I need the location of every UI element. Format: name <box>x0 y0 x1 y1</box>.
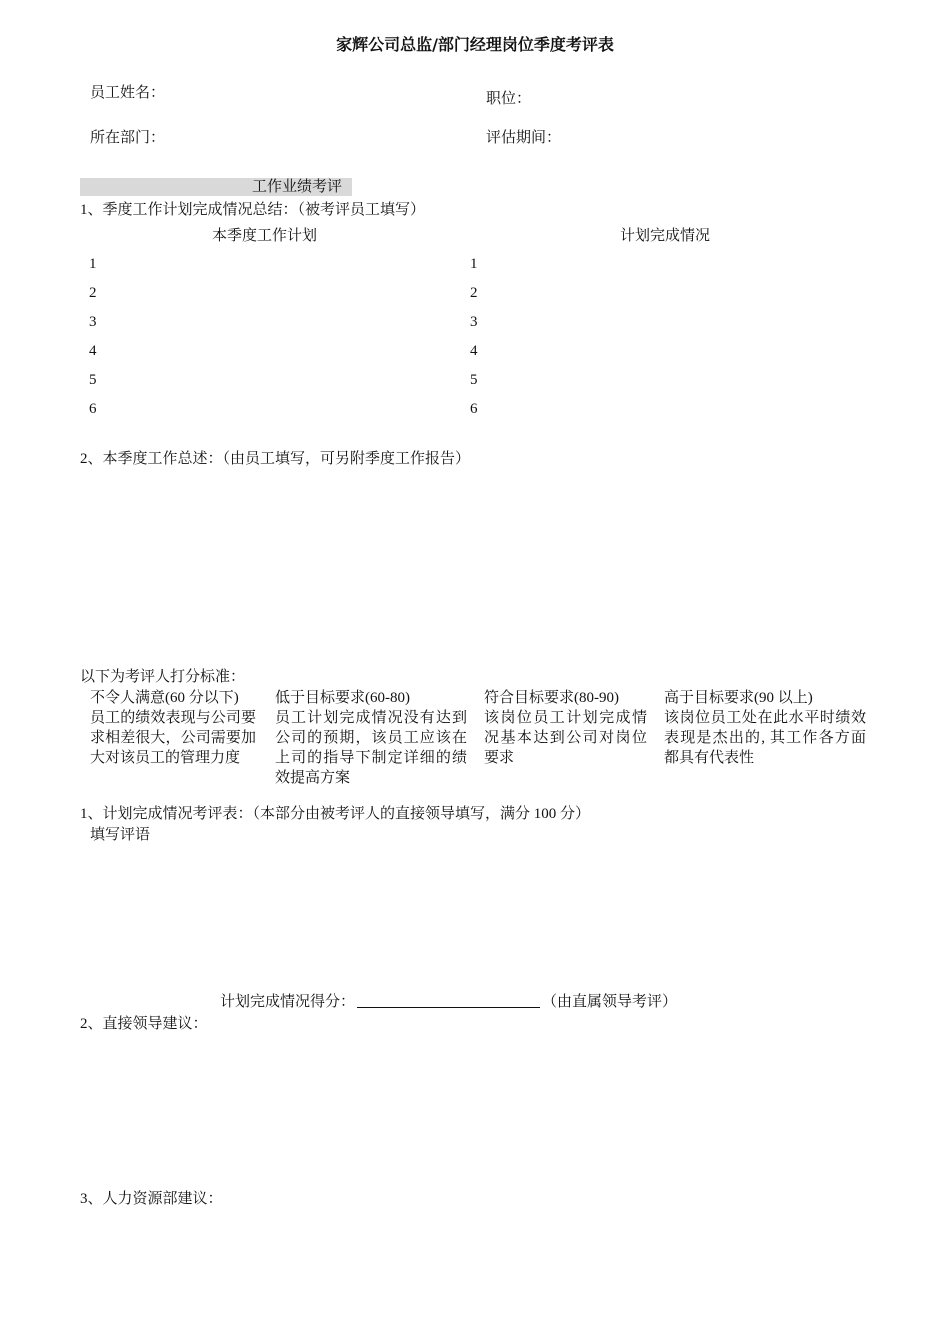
q1-title: 1、季度工作计划完成情况总结：（被考评员工填写） <box>80 202 426 218</box>
plan-row-5: 5 <box>89 372 97 388</box>
done-row-5: 5 <box>470 372 478 388</box>
page-title: 家辉公司总监/部门经理岗位季度考评表 <box>336 35 614 54</box>
leader-suggestion-title: 2、直接领导建议： <box>80 1016 208 1032</box>
standard-body: 员工计划完成情况没有达到公司的预期，该员工应该在上司的指导下制定详细的绩效提高方案 <box>275 710 467 786</box>
plan-row-6: 6 <box>89 401 97 417</box>
score-line <box>220 993 677 1011</box>
employee-name-label: 员工姓名： <box>90 85 166 101</box>
done-row-1: 1 <box>470 256 478 272</box>
col-plan-header: 本季度工作计划 <box>212 228 318 244</box>
standards-intro: 以下为考评人打分标准： <box>80 669 246 685</box>
section-header-label: 工作业绩考评 <box>252 179 343 195</box>
plan-row-4: 4 <box>89 343 97 359</box>
q2-title: 2、本季度工作总述：（由员工填写，可另附季度工作报告） <box>80 451 471 467</box>
done-row-6: 6 <box>470 401 478 417</box>
standard-meets-target <box>484 688 647 768</box>
position-label: 职位： <box>486 91 532 107</box>
done-row-3: 3 <box>470 314 478 330</box>
done-row-4: 4 <box>470 343 478 359</box>
department-label: 所在部门： <box>90 130 166 146</box>
comment-label: 填写评语 <box>90 827 151 843</box>
standard-body: 该岗位员工计划完成情况基本达到公司对岗位要求 <box>484 710 647 766</box>
hr-suggestion-title: 3、人力资源部建议： <box>80 1191 223 1207</box>
standard-head: 高于目标要求(90 以上) <box>664 690 813 706</box>
plan-row-1: 1 <box>89 256 97 272</box>
section-header <box>80 178 352 196</box>
standard-head: 低于目标要求(60-80) <box>275 690 410 706</box>
score-blank[interactable] <box>357 993 540 1008</box>
col-done-header: 计划完成情况 <box>620 228 711 244</box>
standard-unsatisfactory <box>90 688 256 768</box>
standard-head: 符合目标要求(80-90) <box>484 690 619 706</box>
standard-above-target <box>664 688 866 768</box>
done-row-2: 2 <box>470 285 478 301</box>
review-title: 1、计划完成情况考评表：（本部分由被考评人的直接领导填写，满分 100 分） <box>80 806 591 822</box>
plan-row-3: 3 <box>89 314 97 330</box>
standard-body: 该岗位员工处在此水平时绩效表现是杰出的, 其工作各方面都具有代表性 <box>664 710 866 766</box>
period-label: 评估期间： <box>486 130 562 146</box>
standard-below-target <box>275 688 467 788</box>
standard-body: 员工的绩效表现与公司要求相差很大，公司需要加大对该员工的管理力度 <box>90 710 256 766</box>
score-label: 计划完成情况得分： <box>220 994 356 1010</box>
standard-head: 不令人满意(60 分以下) <box>90 690 239 706</box>
score-note: （由直属领导考评） <box>542 994 678 1010</box>
plan-row-2: 2 <box>89 285 97 301</box>
